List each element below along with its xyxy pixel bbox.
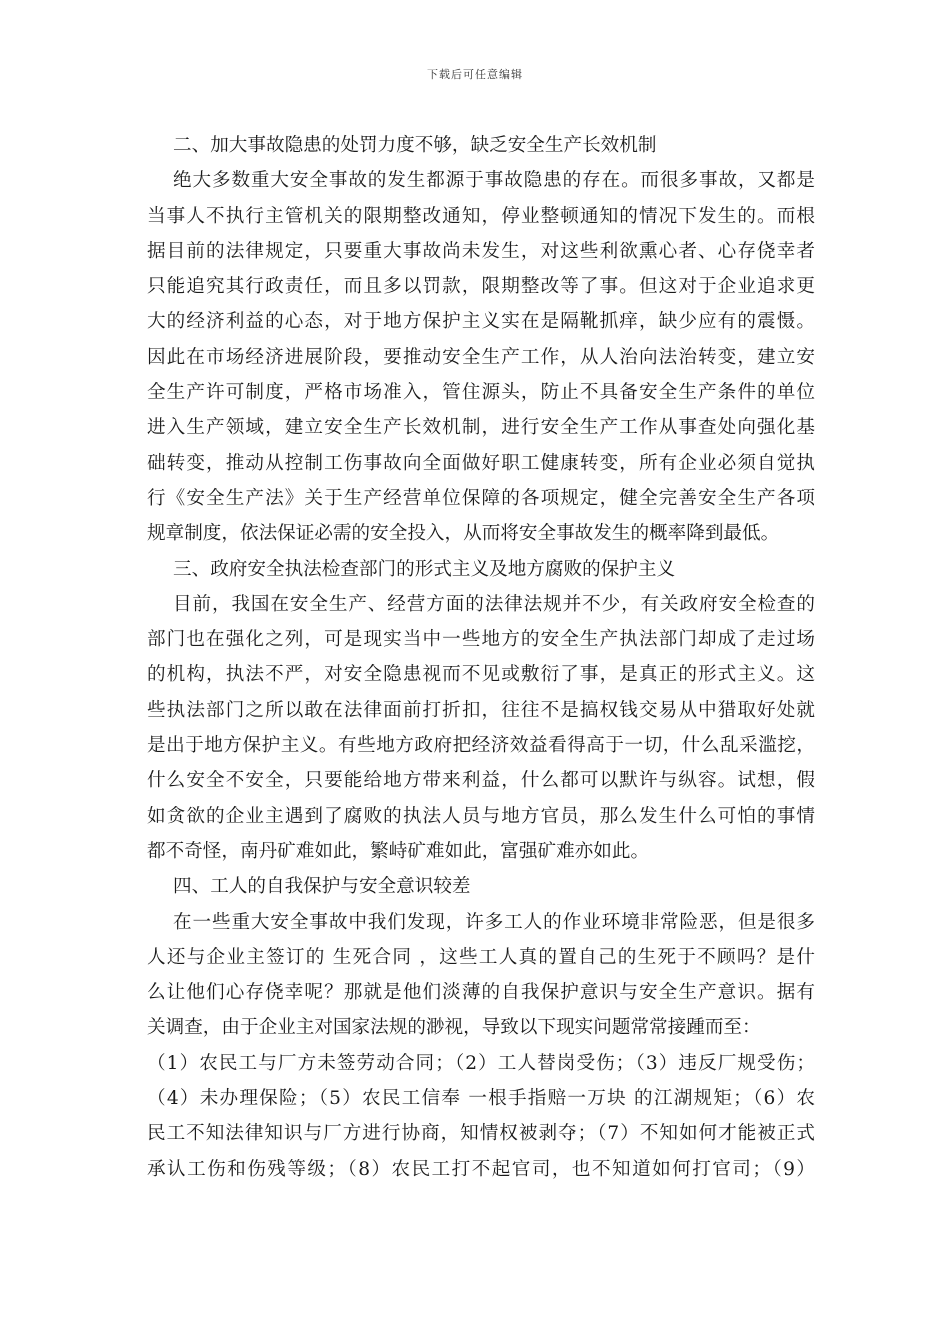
paragraph-line: 因此在市场经济进展阶段，要推动安全生产工作，从人治向法治转变，建立安 [147, 346, 815, 368]
page-header-note: 下载后可任意编辑 [427, 68, 523, 81]
paragraph-line: 只能追究其行政责任，而且多以罚款，限期整改等了事。但这对于企业追求更 [147, 276, 815, 298]
paragraph-line: （4）未办理保险；（5）农民工信奉 一根手指赔一万块 的江湖规矩；（6）农 [147, 1088, 815, 1110]
section-heading: 三、政府安全执法检查部门的形式主义及地方腐败的保护主义 [173, 558, 676, 580]
paragraph-line: 是出于地方保护主义。有些地方政府把经济效益看得高于一切，什么乱采滥挖， [147, 735, 815, 757]
paragraph-line: 础转变，推动从控制工伤事故向全面做好职工健康转变，所有企业必须自觉执 [147, 452, 815, 474]
paragraph-line: 目前，我国在安全生产、经营方面的法律法规并不少，有关政府安全检查的 [173, 593, 815, 615]
section-heading: 二、加大事故隐患的处罚力度不够，缺乏安全生产长效机制 [173, 135, 657, 156]
paragraph-line: 行《安全生产法》关于生产经营单位保障的各项规定，健全完善安全生产各项 [147, 487, 815, 509]
paragraph-line: 的机构，执法不严，对安全隐患视而不见或敷衍了事，是真正的形式主义。这 [147, 664, 815, 686]
paragraph-line: 全生产许可制度，严格市场准入，管住源头，防止不具备安全生产条件的单位 [147, 382, 815, 404]
paragraph-line: 承认工伤和伤残等级；（8）农民工打不起官司，也不知道如何打官司；（9） [147, 1158, 815, 1180]
paragraph-line: 据目前的法律规定，只要重大事故尚未发生，对这些利欲熏心者、心存侥幸者 [147, 240, 815, 262]
paragraph-line: 么让他们心存侥幸呢？那就是他们淡薄的自我保护意识与安全生产意识。据有 [147, 982, 815, 1004]
paragraph-line: 什么安全不安全，只要能给地方带来利益，什么都可以默许与纵容。试想，假 [147, 770, 815, 792]
paragraph-line: 关调查，由于企业主对国家法规的渺视，导致以下现实问题常常接踵而至： [147, 1017, 761, 1039]
paragraph-line: 绝大多数重大安全事故的发生都源于事故隐患的存在。而很多事故，又都是 [173, 170, 815, 192]
paragraph-line: 些执法部门之所以敢在法律面前打折扣，往往不是搞权钱交易从中猎取好处就 [147, 699, 815, 721]
paragraph-line: 都不奇怪，南丹矿难如此，繁峙矿难如此，富强矿难亦如此。 [147, 840, 650, 862]
paragraph-line: 如贪欲的企业主遇到了腐败的执法人员与地方官员，那么发生什么可怕的事情 [147, 805, 815, 827]
paragraph-line: 当事人不执行主管机关的限期整改通知，停业整顿通知的情况下发生的。而根 [147, 205, 815, 227]
paragraph-line: （1）农民工与厂方未签劳动合同；（2）工人替岗受伤；（3）违反厂规受伤； [147, 1052, 815, 1074]
paragraph-line: 规章制度，依法保证必需的安全投入，从而将安全事故发生的概率降到最低。 [147, 523, 780, 545]
paragraph-line: 进入生产领域，建立安全生产长效机制，进行安全生产工作从事查处向强化基 [147, 417, 815, 439]
paragraph-line: 部门也在强化之列，可是现实当中一些地方的安全生产执法部门却成了走过场 [147, 629, 815, 651]
document-body [147, 128, 815, 1187]
paragraph-line: 大的经济利益的心态，对于地方保护主义实在是隔靴抓痒，缺少应有的震慑。 [147, 311, 815, 333]
paragraph-line: 民工不知法律知识与厂方进行协商，知情权被剥夺；（7）不知如何才能被正式 [147, 1123, 815, 1145]
paragraph-line: 在一些重大安全事故中我们发现，许多工人的作业环境非常险恶，但是很多 [173, 911, 815, 933]
paragraph-line: 人还与企业主签订的 生死合同 ，这些工人真的置自己的生死于不顾吗？是什 [147, 946, 815, 968]
section-heading: 四、工人的自我保护与安全意识较差 [173, 876, 471, 898]
